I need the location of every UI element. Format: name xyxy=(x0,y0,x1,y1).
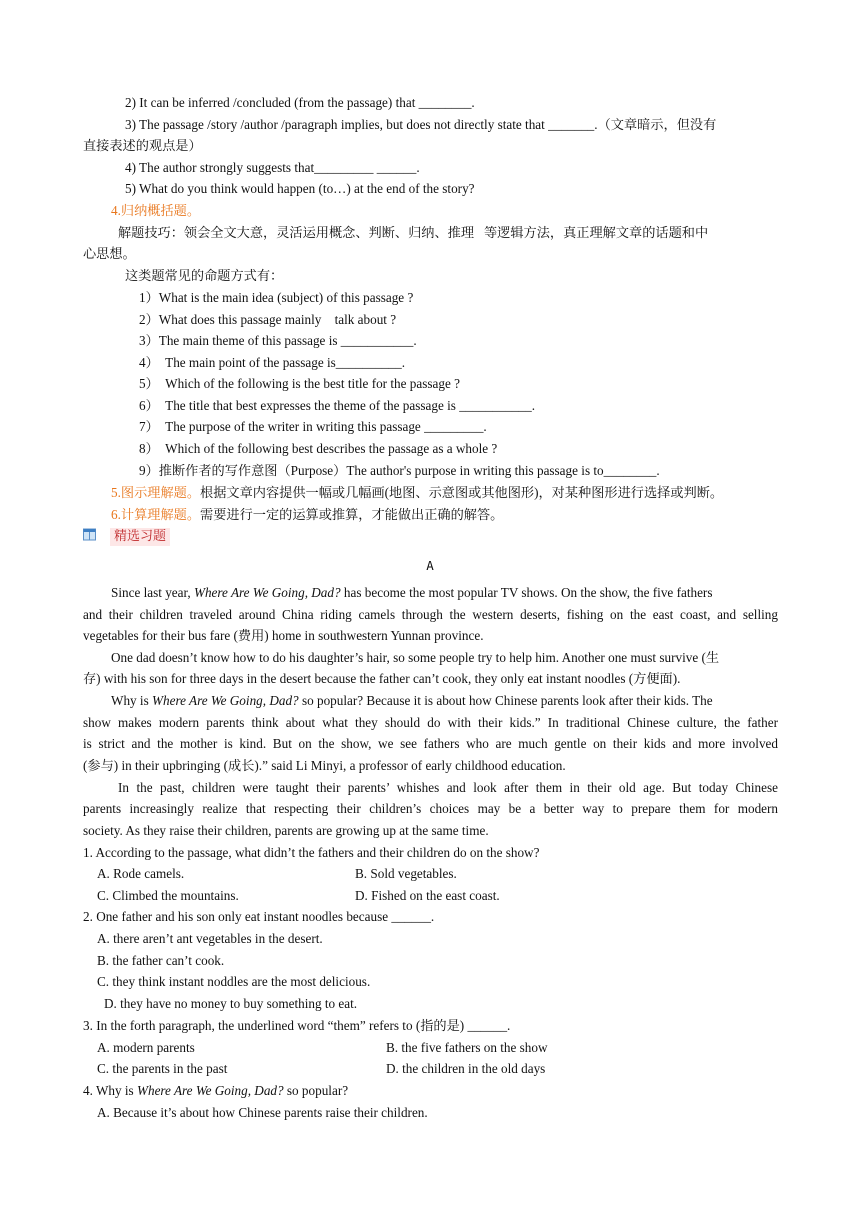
question-2: 2. One father and his son only eat instant noodles because ______. xyxy=(83,909,435,924)
passage-line: show makes modern parents think about what they should do with their kids.” In traditional Chinese culture, the father xyxy=(83,715,778,730)
passage-text: Why is xyxy=(111,693,153,708)
method-item-5: 5) What do you think would happen (to…) at the end of the story? xyxy=(125,181,475,196)
show-title: Where Are We Going, Dad? xyxy=(136,1083,284,1098)
option-3c: C. the parents in the past xyxy=(97,1061,228,1076)
main-idea-question: 6） The title that best expresses the theme of the passage is ___________. xyxy=(139,398,536,413)
section-label: 精选习题 xyxy=(110,528,170,546)
method-item-3-cont: 直接表述的观点是） xyxy=(83,138,202,153)
passage-text: has become the most popular TV shows. On the show, the five fathers xyxy=(340,585,713,600)
show-title: Where Are We Going, Dad? xyxy=(193,585,341,600)
main-idea-intro: 这类题常见的命题方式有： xyxy=(125,268,284,283)
main-idea-question: 5） Which of the following is the best title for the passage ? xyxy=(139,376,460,391)
passage-line: 存) with his son for three days in the desert because the father can’t cook, they only eat instant noodles (方便面). xyxy=(83,671,681,686)
main-idea-question: 7） The purpose of the writer in writing this passage _________. xyxy=(139,419,487,434)
main-idea-question: 8） Which of the following best describes the passage as a whole ? xyxy=(139,441,498,456)
question-1: 1. According to the passage, what didn’t the fathers and their children do on the show? xyxy=(83,845,540,860)
question-text: so popular? xyxy=(283,1083,349,1098)
passage-line: vegetables for their bus fare (费用) home in southwestern Yunnan province. xyxy=(83,628,484,643)
passage-line: In the past, children were taught their parents’ whishes and look after them in their old age. But today Chinese xyxy=(118,780,778,795)
method-item-4: 4) The author strongly suggests that_________ ______. xyxy=(125,160,420,175)
option-2c: C. they think instant noddles are the most delicious. xyxy=(97,974,371,989)
question-3: 3. In the forth paragraph, the underlined word “them” refers to (指的是) ______. xyxy=(83,1018,511,1033)
graph-question-type xyxy=(111,484,723,502)
graph-text: 根据文章内容提供一幅或几幅画(地图、示意图或其他图形)，对某种图形进行选择或判断。 xyxy=(200,485,724,500)
passage-text: so popular? Because it is about how Chinese parents look after their kids. The xyxy=(298,693,713,708)
method-item-2: 2) It can be inferred /concluded (from the passage) that ________. xyxy=(125,95,475,110)
option-1d: D. Fished on the east coast. xyxy=(355,888,500,903)
option-3d: D. the children in the old days xyxy=(386,1061,546,1076)
question-4 xyxy=(83,1082,348,1100)
option-3b: B. the five fathers on the show xyxy=(386,1040,548,1055)
passage-line: parents increasingly realize that respecting their children’s choices may be a better way to prepare them for modern xyxy=(83,801,778,816)
option-2d: D. they have no money to buy something to eat. xyxy=(104,996,358,1011)
book-icon xyxy=(83,528,96,541)
main-idea-question: 9）推断作者的写作意图（Purpose）The author's purpose in writing this passage is to________. xyxy=(139,463,660,478)
passage-line: (参与) in their upbringing (成长).” said Li Minyi, a professor of early childhood education. xyxy=(83,758,566,773)
main-idea-tip-cont: 心思想。 xyxy=(83,246,136,261)
passage-line: is strict and the mother is kind. But on the show, we see fathers who are much gentle on their kids and more involved xyxy=(83,736,778,751)
main-idea-heading: 4.归纳概括题。 xyxy=(111,203,201,218)
passage-text: Since last year, xyxy=(111,585,194,600)
method-item-3: 3) The passage /story /author /paragraph implies, but does not directly state that _______.（文章暗示，但没有 xyxy=(125,117,717,132)
main-idea-question: 1）What is the main idea (subject) of this passage ? xyxy=(139,290,414,305)
question-text: 4. Why is xyxy=(83,1083,137,1098)
calc-heading: 6.计算理解题。 xyxy=(111,507,201,522)
main-idea-question: 2）What does this passage mainly talk about ? xyxy=(139,312,397,327)
main-idea-tip: 解题技巧：领会全文大意，灵活运用概念、判断、归纳、推理 等逻辑方法，真正理解文章的话题和中 xyxy=(118,225,709,240)
option-4a: A. Because it’s about how Chinese parents raise their children. xyxy=(97,1105,428,1120)
passage-line: One dad doesn’t know how to do his daughter’s hair, so some people try to help him. Another one must survive (生 xyxy=(111,650,720,665)
passage-line: and their children traveled around China riding camels through the western deserts, fishing on the east coast, and selling xyxy=(83,607,778,622)
main-idea-question: 3）The main theme of this passage is ___________. xyxy=(139,333,417,348)
option-2b: B. the father can’t cook. xyxy=(97,953,225,968)
option-3a: A. modern parents xyxy=(97,1040,195,1055)
option-1c: C. Climbed the mountains. xyxy=(97,888,239,903)
option-2a: A. there aren’t ant vegetables in the desert. xyxy=(97,931,323,946)
calc-question-type xyxy=(111,506,503,524)
passage-line xyxy=(111,584,712,602)
option-1b: B. Sold vegetables. xyxy=(355,866,457,881)
option-1a: A. Rode camels. xyxy=(97,866,185,881)
passage-line: society. As they raise their children, parents are growing up at the same time. xyxy=(83,823,489,838)
main-idea-question: 4） The main point of the passage is__________. xyxy=(139,355,406,370)
passage-line xyxy=(111,692,713,710)
calc-text: 需要进行一定的运算或推算，才能做出正确的解答。 xyxy=(200,507,504,522)
passage-title: A xyxy=(426,558,434,573)
graph-heading: 5.图示理解题。 xyxy=(111,485,201,500)
show-title: Where Are We Going, Dad? xyxy=(152,693,299,708)
